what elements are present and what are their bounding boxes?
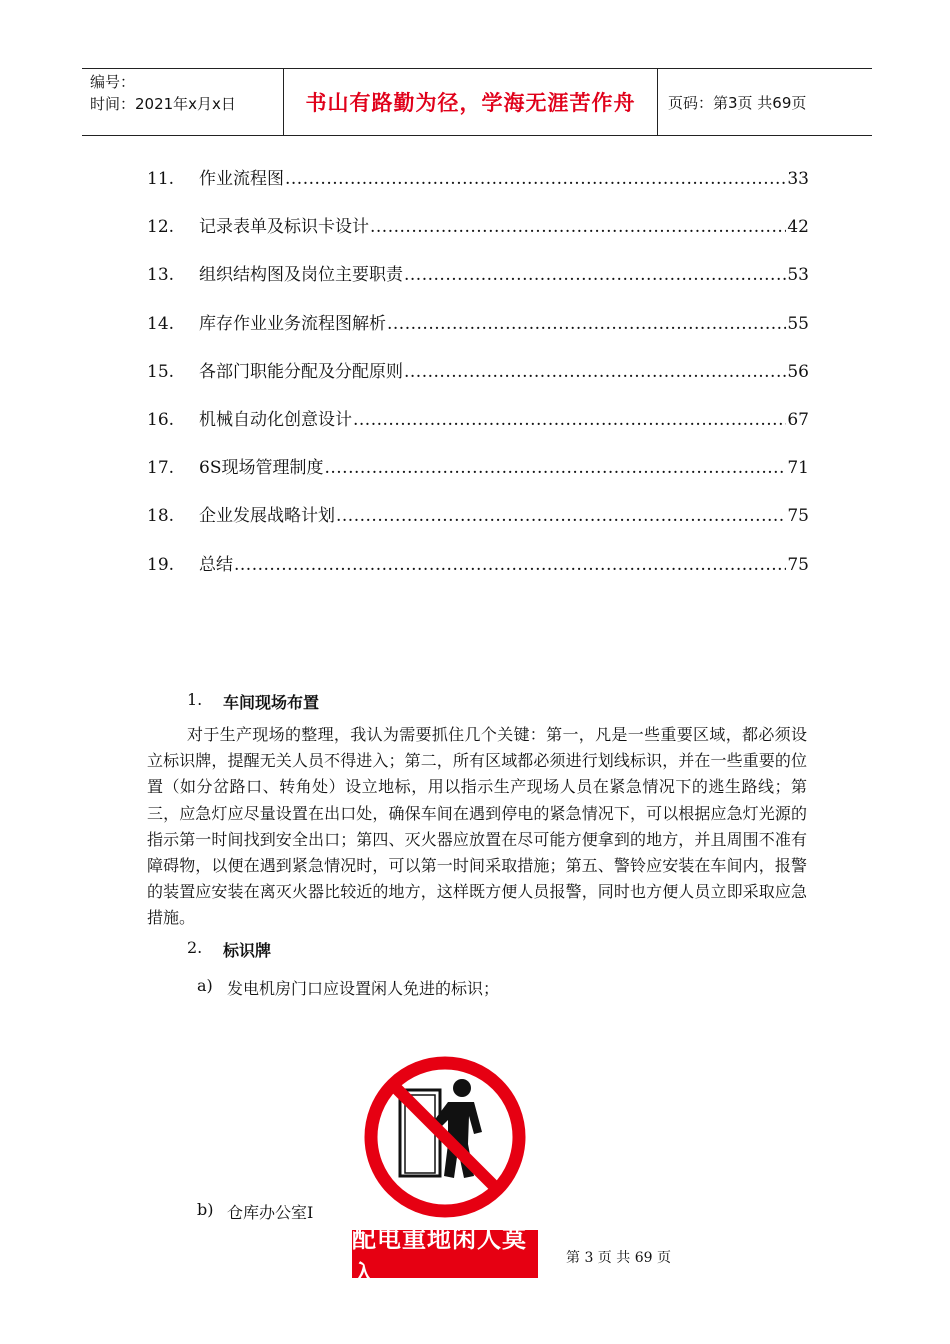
toc-title: 企业发展战略计划 bbox=[199, 506, 335, 527]
section-2-title: 标识牌 bbox=[223, 941, 272, 960]
list-item-b bbox=[197, 1200, 313, 1223]
section-1-number: 1. bbox=[187, 690, 203, 709]
toc-row[interactable] bbox=[147, 405, 809, 453]
toc-number: 13. bbox=[147, 265, 175, 286]
header-meta bbox=[82, 69, 284, 135]
toc-leader-dots bbox=[404, 362, 786, 382]
toc-page-number: 56 bbox=[787, 361, 809, 382]
toc-page-number: 75 bbox=[787, 506, 809, 527]
toc-leader-dots bbox=[370, 217, 786, 237]
toc-page-number: 55 bbox=[787, 313, 809, 334]
section-2-heading bbox=[187, 938, 271, 961]
toc-number: 19. bbox=[147, 554, 175, 575]
page-header bbox=[82, 68, 872, 136]
toc-leader-dots bbox=[336, 506, 786, 526]
toc-row[interactable] bbox=[147, 453, 809, 501]
header-number-label: 编号： bbox=[90, 73, 136, 91]
toc-row[interactable] bbox=[147, 164, 809, 212]
toc-leader-dots bbox=[387, 314, 786, 334]
toc-number: 15. bbox=[147, 361, 175, 382]
section-1-title: 车间现场布置 bbox=[223, 693, 320, 712]
toc-row[interactable] bbox=[147, 501, 809, 549]
toc-number: 12. bbox=[147, 217, 175, 238]
toc-number: 11. bbox=[147, 169, 175, 189]
toc-title: 组织结构图及岗位主要职责 bbox=[199, 265, 403, 286]
list-item-a bbox=[197, 976, 499, 999]
toc-title: 库存作业业务流程图解析 bbox=[199, 313, 386, 334]
section-1-heading bbox=[187, 690, 319, 713]
power-room-sign-banner: 配电重地闲人莫入 bbox=[352, 1230, 538, 1278]
toc-title: 机械自动化创意设计 bbox=[199, 409, 352, 430]
list-item-a-text: 发电机房门口应设置闲人免进的标识； bbox=[227, 979, 500, 998]
list-item-b-label: b) bbox=[197, 1200, 214, 1219]
page-footer: 第 3 页 共 69 页 bbox=[566, 1250, 671, 1266]
toc-leader-dots bbox=[353, 410, 786, 430]
toc-row[interactable] bbox=[147, 212, 809, 260]
list-item-b-text: 仓库办公室Ⅰ bbox=[227, 1203, 314, 1222]
section-2-number: 2. bbox=[187, 938, 203, 957]
header-page-info: 页码：第3页 共69页 bbox=[668, 93, 807, 112]
header-time-label: 时间：2021年x月x日 bbox=[90, 95, 236, 113]
toc-page-number: 33 bbox=[787, 169, 809, 189]
toc-page-number: 75 bbox=[787, 554, 809, 575]
toc-page-number: 71 bbox=[787, 458, 809, 479]
section-1-body: 对于生产现场的整理，我认为需要抓住几个关键：第一，凡是一些重要区域，都必须设立标识牌，提醒无关人员不得进入；第二，所有区域都必须进行划线标识，并在一些重要的位置（如分岔路口、转角处）设立地标，用以指示生产现场人员在紧急情况下的逃生路线；第三，应急灯应尽量设置在出口处，确保车间在遇到停电的紧急情况下，可以根据应急灯光源的指示第一时间找到安全出口；第四、灭火器应放置在尽可能方便拿到的地方，并且周围不准有障碍物，以便在遇到紧急情况时，可以第一时间采取措施；第五、警铃应安装在车间内，报警的装置应安装在离灭火器比较近的地方，这样既方便人员报警，同时也方便人员立即采取应急措施。 bbox=[147, 725, 807, 928]
toc-title: 各部门职能分配及分配原则 bbox=[199, 361, 403, 382]
toc-number: 16. bbox=[147, 409, 175, 430]
toc-title: 记录表单及标识卡设计 bbox=[199, 217, 369, 238]
toc-number: 14. bbox=[147, 313, 175, 334]
no-entry-sign-icon bbox=[360, 1052, 530, 1222]
table-of-contents bbox=[147, 164, 809, 598]
toc-title: 总结 bbox=[199, 554, 233, 575]
toc-leader-dots bbox=[285, 169, 786, 189]
toc-row[interactable] bbox=[147, 357, 809, 405]
toc-row[interactable] bbox=[147, 550, 809, 598]
toc-leader-dots bbox=[404, 265, 786, 285]
toc-row[interactable] bbox=[147, 309, 809, 357]
toc-page-number: 67 bbox=[787, 409, 809, 430]
toc-leader-dots bbox=[324, 458, 786, 478]
toc-title: 作业流程图 bbox=[199, 169, 284, 189]
toc-leader-dots bbox=[234, 555, 786, 575]
list-item-a-label: a) bbox=[197, 976, 213, 995]
toc-page-number: 53 bbox=[787, 265, 809, 286]
toc-row[interactable] bbox=[147, 260, 809, 308]
toc-number: 17. bbox=[147, 458, 175, 479]
header-motto-cell bbox=[284, 69, 658, 135]
header-motto: 书山有路勤为径，学海无涯苦作舟 bbox=[305, 91, 636, 115]
toc-page-number: 42 bbox=[787, 217, 809, 238]
toc-number: 18. bbox=[147, 506, 175, 527]
toc-title: 6S现场管理制度 bbox=[199, 458, 324, 479]
